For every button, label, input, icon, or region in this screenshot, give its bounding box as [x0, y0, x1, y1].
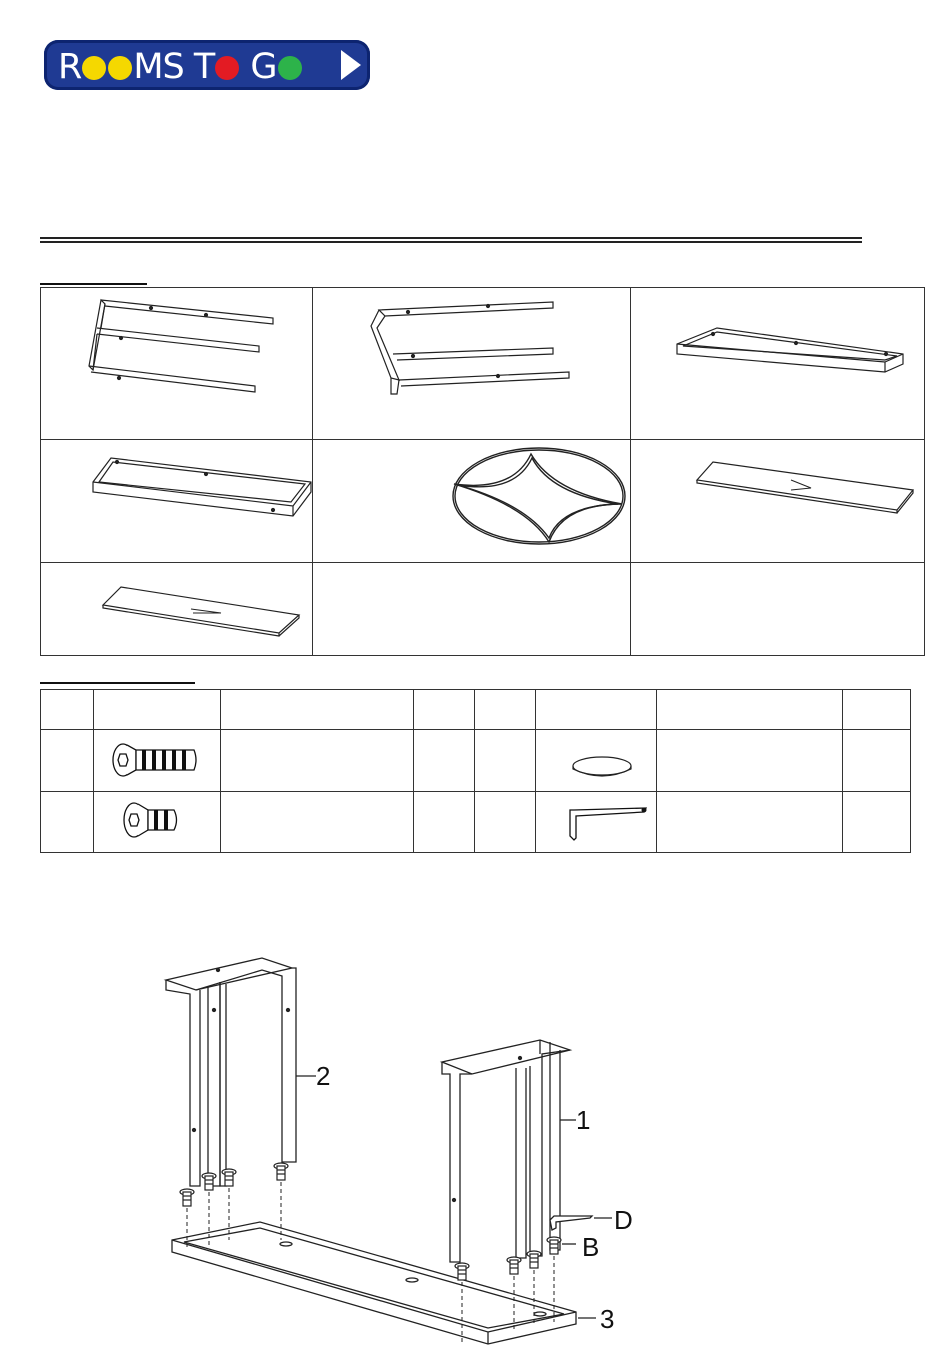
- side-frame-b-drawing: [313, 288, 630, 439]
- part-cell-9-empty: [631, 563, 925, 656]
- assembly-diagram: [150, 950, 670, 1350]
- callout-allen-key-d: D: [614, 1205, 633, 1235]
- hw-header-cell: [843, 690, 911, 730]
- callout-bolt-b: B: [582, 1232, 600, 1262]
- part-cell-8-empty: [313, 563, 631, 656]
- hw-cell: [221, 730, 414, 792]
- hw-cell: [475, 792, 536, 853]
- part-cell-2: [313, 288, 631, 440]
- hw-cell-washer: [536, 730, 657, 792]
- logo-dot-4: [278, 56, 302, 80]
- parts-grid: [40, 287, 925, 656]
- hw-header-cell: [221, 690, 414, 730]
- part-cell-1: [41, 288, 313, 440]
- callout-part-3: 3: [600, 1304, 615, 1334]
- allen-key-icon: [536, 792, 656, 852]
- hardware-header-row: [41, 690, 911, 730]
- part-cell-4: [41, 440, 313, 563]
- logo-dot-3: [215, 56, 239, 80]
- oval-decoration-drawing: [313, 440, 630, 562]
- hardware-section-underline: [40, 682, 195, 684]
- hw-cell: [414, 792, 475, 853]
- rect-frame-b-drawing: [41, 440, 312, 562]
- hw-cell: [475, 730, 536, 792]
- part-cell-3: [631, 288, 925, 440]
- logo-dot-1: [82, 56, 106, 80]
- hw-cell: [41, 730, 94, 792]
- logo-arrow-icon: [341, 50, 361, 80]
- hw-header-cell: [41, 690, 94, 730]
- hw-cell-short-bolt: [94, 792, 221, 853]
- logo-dot-2: [108, 56, 132, 80]
- callout-part-2: 2: [316, 1061, 331, 1091]
- hw-cell: [657, 792, 843, 853]
- callout-part-1: 1: [576, 1105, 591, 1135]
- hardware-row-1: [41, 730, 911, 792]
- part-cell-6: [631, 440, 925, 563]
- side-frame-a-drawing: [41, 288, 312, 439]
- hw-cell: [843, 730, 911, 792]
- part-cell-7: [41, 563, 313, 656]
- hw-header-cell: [94, 690, 221, 730]
- bolt-left-1: [180, 1189, 194, 1206]
- hw-cell: [221, 792, 414, 853]
- short-bolt-icon: [94, 792, 220, 852]
- hw-cell-long-bolt: [94, 730, 221, 792]
- hw-cell: [414, 730, 475, 792]
- hw-cell: [41, 792, 94, 853]
- hw-cell: [843, 792, 911, 853]
- part-cell-5: [313, 440, 631, 563]
- hw-header-cell: [475, 690, 536, 730]
- washer-icon: [536, 730, 656, 791]
- parts-section-underline: [40, 283, 147, 285]
- hw-header-cell: [657, 690, 843, 730]
- hardware-row-2: [41, 792, 911, 853]
- hw-header-cell: [414, 690, 475, 730]
- header-rule-top: [40, 237, 862, 239]
- panel-b-drawing: [41, 563, 312, 655]
- brand-logo: [44, 40, 370, 90]
- rect-frame-drawing: [631, 288, 924, 439]
- header-rule-bottom: [40, 241, 862, 243]
- hardware-table: [40, 689, 911, 853]
- long-bolt-icon: [94, 730, 220, 791]
- hw-header-cell: [536, 690, 657, 730]
- panel-a-drawing: [631, 440, 924, 562]
- hw-cell: [657, 730, 843, 792]
- hw-cell-allen-key: [536, 792, 657, 853]
- logo-wordmark: R MS T G: [58, 47, 303, 87]
